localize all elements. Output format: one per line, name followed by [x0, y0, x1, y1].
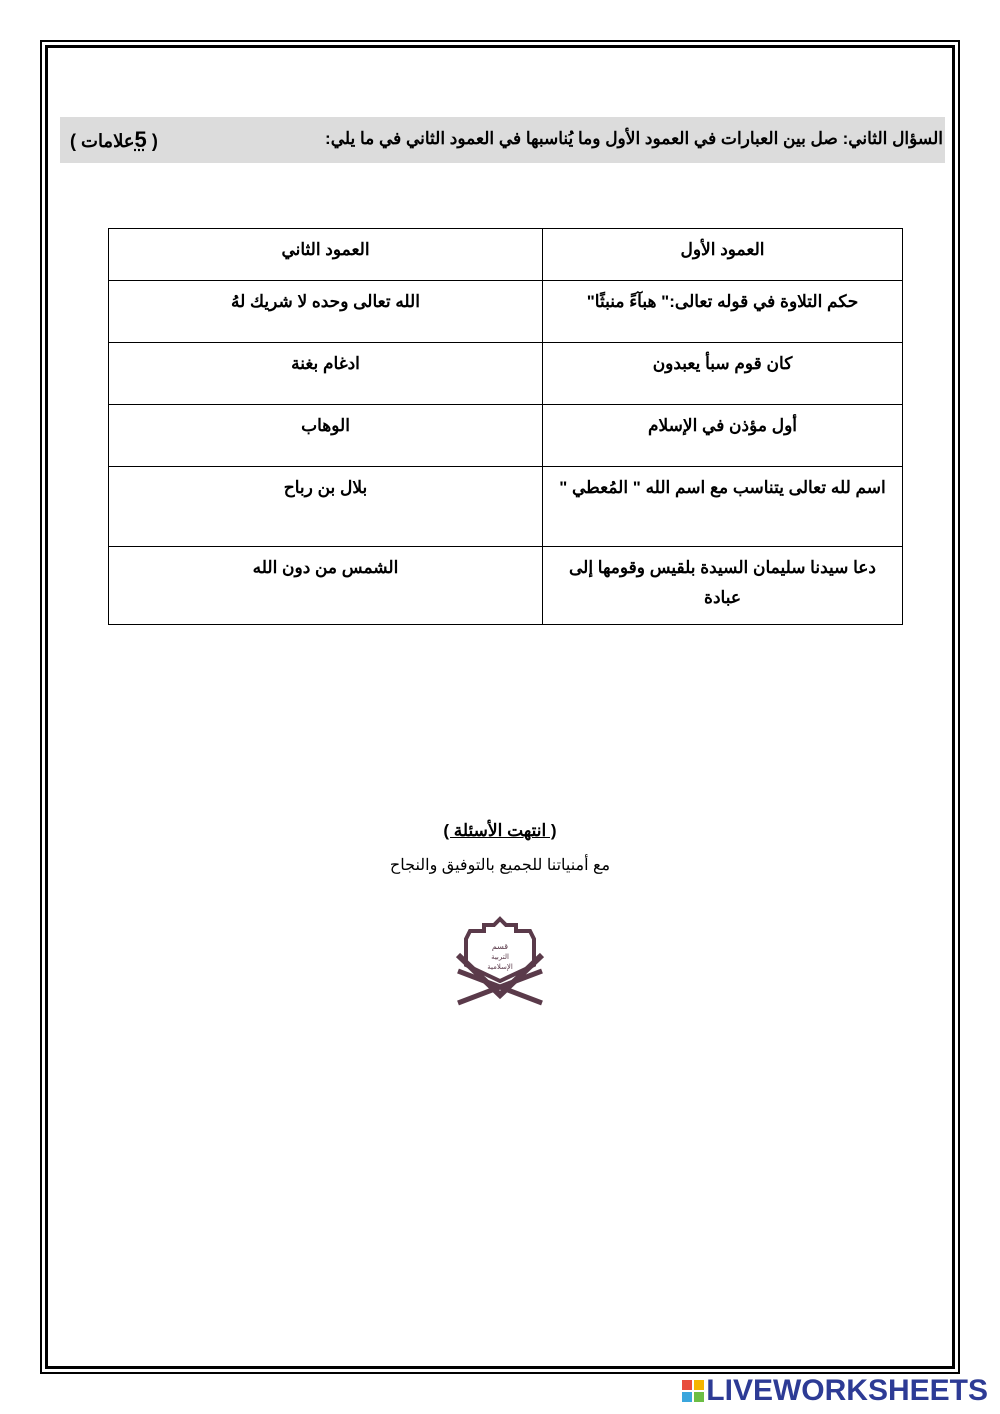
end-of-questions: ( انتهت الأسئلة ) — [443, 821, 557, 840]
first-column-cell[interactable]: اسم لله تعالى يتناسب مع اسم الله " المُعطي " — [543, 467, 903, 547]
table-row — [109, 547, 903, 625]
question-text: السؤال الثاني: صل بين العبارات في العمود الأول وما يُناسبها في العمود الثاني في ما يلي: — [325, 129, 943, 148]
liveworksheets-logo-icon — [682, 1380, 704, 1402]
table-row — [109, 281, 903, 343]
marks-word: علامات ) — [70, 131, 135, 151]
second-column-cell[interactable]: ادغام بغنة — [109, 343, 543, 405]
first-column-cell[interactable]: أول مؤذن في الإسلام — [543, 405, 903, 467]
marks-label: ( 5علامات ) — [70, 127, 158, 152]
table-row — [109, 405, 903, 467]
liveworksheets-brand-text: LIVEWORKSHEETS — [706, 1374, 988, 1407]
matching-table — [108, 228, 903, 625]
header-second-column: العمود الثاني — [109, 229, 543, 281]
second-column-cell[interactable]: الشمس من دون الله — [109, 547, 543, 625]
second-column-cell[interactable]: الله تعالى وحده لا شريك لهُ — [109, 281, 543, 343]
good-luck-message: مع أمنياتنا للجميع بالتوفيق والنجاح — [389, 857, 611, 874]
liveworksheets-brand[interactable] — [682, 1376, 988, 1406]
first-column-cell[interactable]: كان قوم سبأ يعبدون — [543, 343, 903, 405]
first-column-cell[interactable]: حكم التلاوة في قوله تعالى:" هبآءً منبثًا" — [543, 281, 903, 343]
logo-text-1: قسم — [491, 942, 509, 951]
second-column-cell[interactable]: الوهاب — [109, 405, 543, 467]
department-logo — [450, 915, 550, 1007]
table-header-row — [109, 229, 903, 281]
question-header — [60, 117, 945, 163]
logo-text-2: التربية — [491, 953, 509, 961]
second-column-cell[interactable]: بلال بن رباح — [109, 467, 543, 547]
header-first-column: العمود الأول — [543, 229, 903, 281]
marks-number: 5 — [134, 127, 147, 152]
first-column-cell[interactable]: دعا سيدنا سليمان السيدة بلقيس وقومها إلى عبادة — [543, 547, 903, 625]
table-row — [109, 343, 903, 405]
table-row — [109, 467, 903, 547]
logo-text-3: الإسلامية — [487, 963, 513, 971]
